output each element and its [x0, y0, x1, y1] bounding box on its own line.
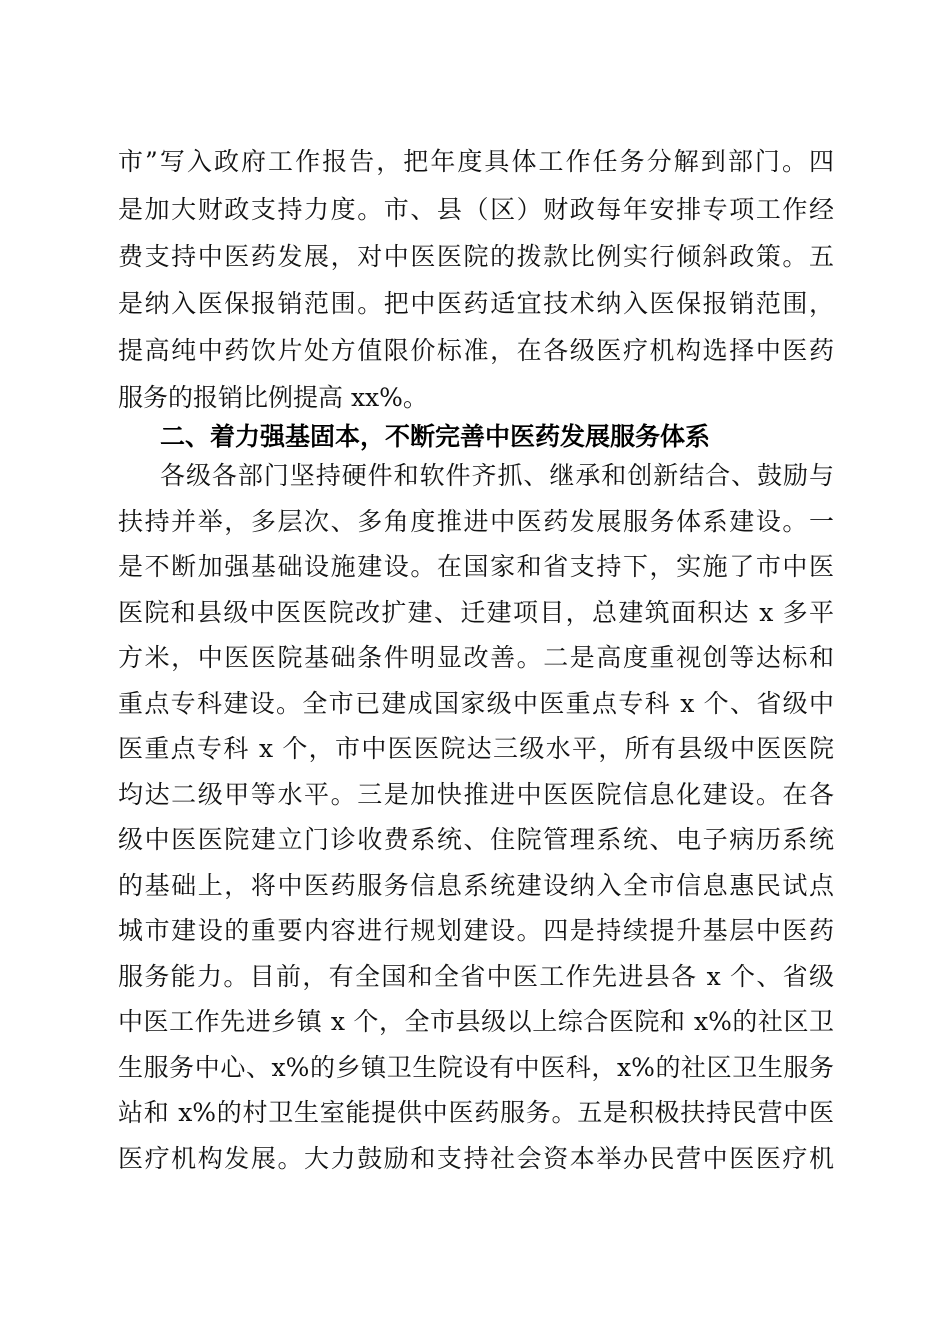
paragraph-line: 均达二级甲等水平。三是加快推进中医医院信息化建设。在各 — [118, 780, 834, 809]
section-heading: 二、着力强基固本，不断完善中医药发展服务体系 — [160, 422, 711, 451]
paragraph-line: 重点专科建设。全市已建成国家级中医重点专科 x 个、省级中 — [118, 689, 834, 718]
paragraph-line: 扶持并举，多层次、多角度推进中医药发展服务体系建设。一 — [118, 507, 834, 536]
paragraph-line: 医疗机构发展。大力鼓励和支持社会资本举办民营中医医疗机 — [118, 1144, 834, 1173]
paragraph-line: 医重点专科 x 个，市中医医院达三级水平，所有县级中医医院 — [118, 734, 834, 763]
paragraph-line: 服务的报销比例提高 xx%。 — [118, 383, 428, 412]
paragraph-line: 站和 x%的村卫生室能提供中医药服务。五是积极扶持民营中医 — [118, 1098, 834, 1127]
paragraph-line: 的基础上，将中医药服务信息系统建设纳入全市信息惠民试点 — [118, 871, 834, 900]
paragraph-line: 各级各部门坚持硬件和软件齐抓、继承和创新结合、鼓励与 — [160, 461, 834, 490]
paragraph-line: 级中医医院建立门诊收费系统、住院管理系统、电子病历系统 — [118, 825, 834, 854]
paragraph-line: 医院和县级中医医院改扩建、迁建项目，总建筑面积达 x 多平 — [118, 598, 834, 627]
paragraph-line: 是加大财政支持力度。市、县（区）财政每年安排专项工作经 — [118, 195, 834, 224]
paragraph-line: 中医工作先进乡镇 x 个，全市县级以上综合医院和 x%的社区卫 — [118, 1007, 834, 1036]
paragraph-line: 生服务中心、x%的乡镇卫生院设有中医科，x%的社区卫生服务 — [118, 1053, 834, 1082]
paragraph-line: 市”写入政府工作报告，把年度具体工作任务分解到部门。四 — [118, 147, 834, 176]
paragraph-line: 是不断加强基础设施建设。在国家和省支持下，实施了市中医 — [118, 552, 834, 581]
paragraph-line: 提高纯中药饮片处方值限价标准，在各级医疗机构选择中医药 — [118, 336, 834, 365]
paragraph-line: 城市建设的重要内容进行规划建设。四是持续提升基层中医药 — [118, 916, 834, 945]
paragraph-line: 是纳入医保报销范围。把中医药适宜技术纳入医保报销范围， — [118, 289, 834, 318]
paragraph-line: 费支持中医药发展，对中医医院的拨款比例实行倾斜政策。五 — [118, 242, 834, 271]
paragraph-line: 方米，中医医院基础条件明显改善。二是高度重视创等达标和 — [118, 643, 834, 672]
paragraph-line: 服务能力。目前，有全国和全省中医工作先进县各 x 个、省级 — [118, 962, 834, 991]
